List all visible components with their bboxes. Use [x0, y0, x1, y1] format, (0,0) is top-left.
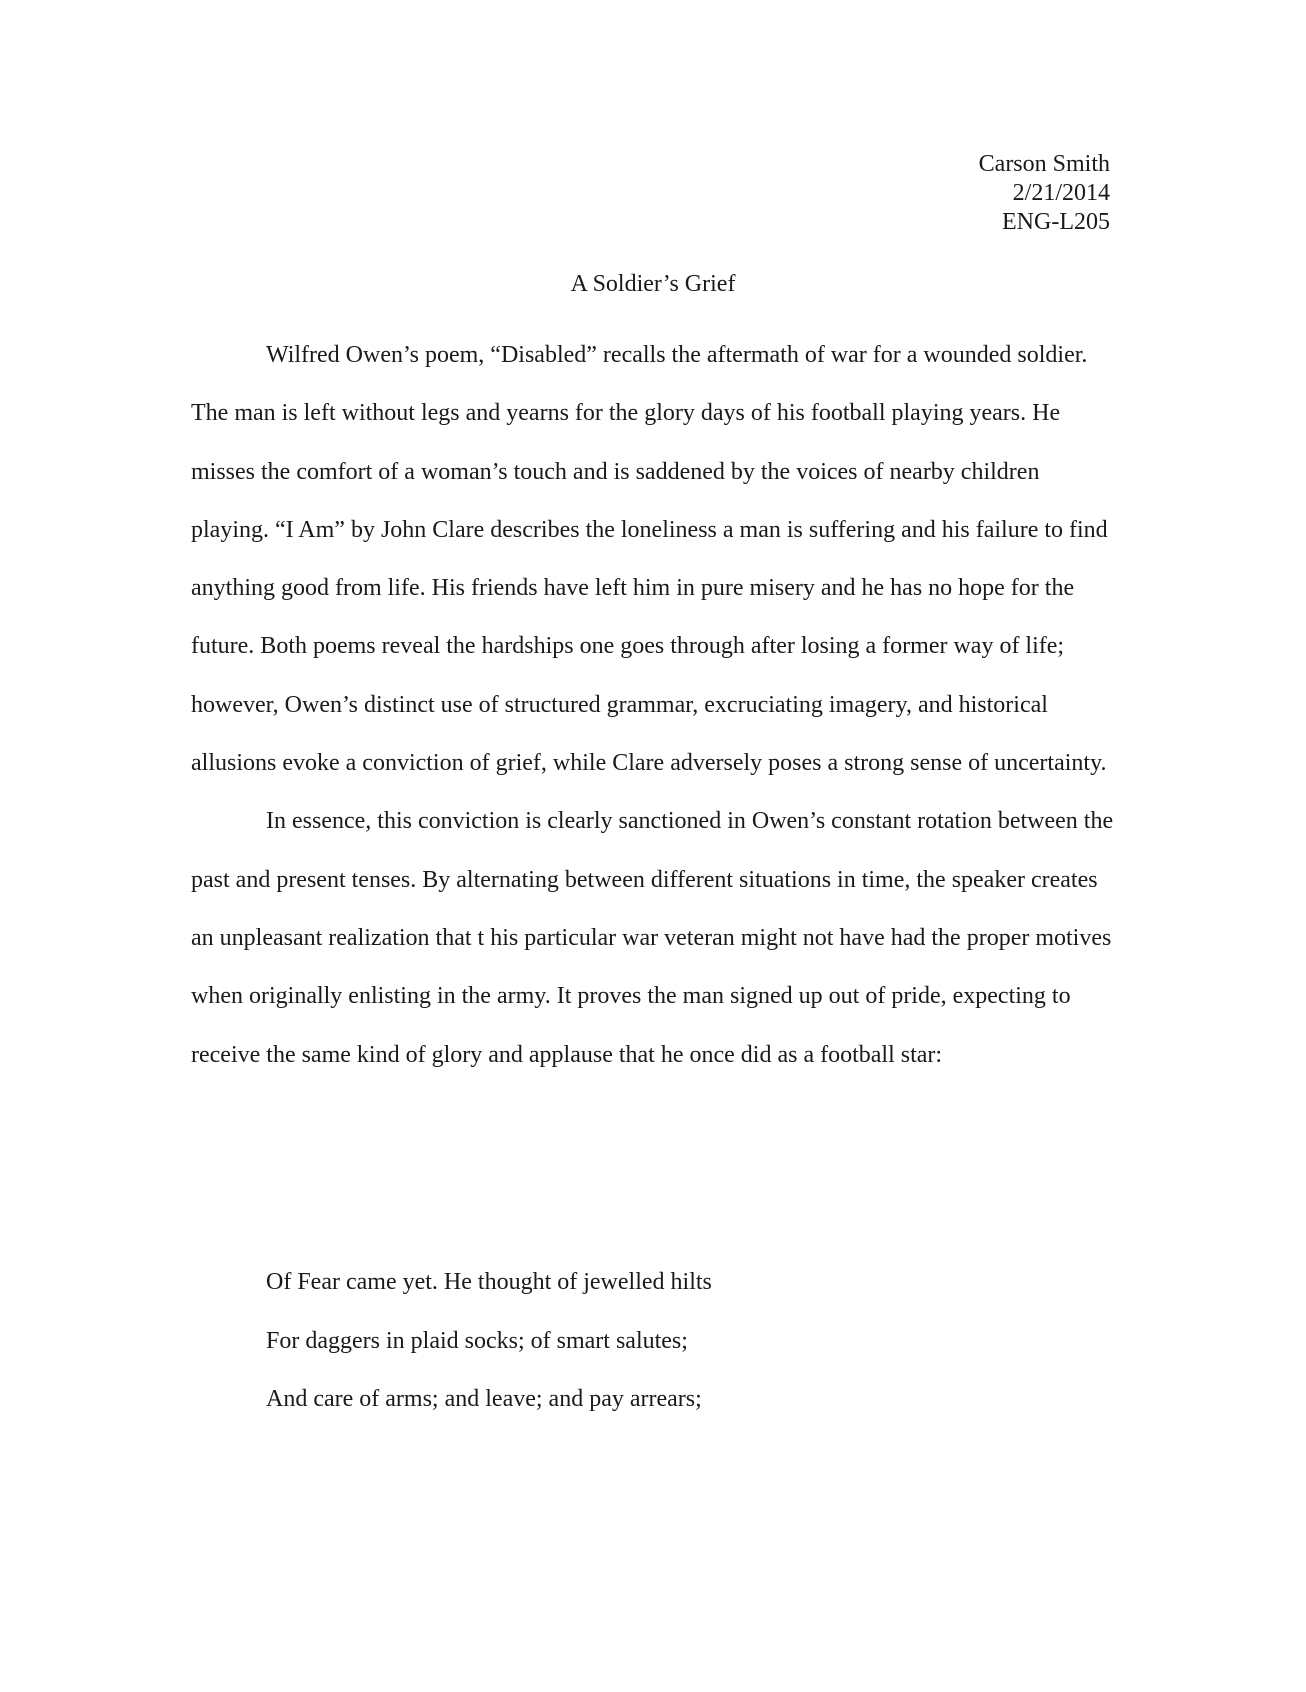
quote-line: Of Fear came yet. He thought of jewelled hilts	[266, 1269, 712, 1295]
paragraph: In essence, this conviction is clearly sanctioned in Owen’s constant rotation between the past and present tenses. By alternating between different situations in time, the speaker creates an unpleasant realization that t his particular war veteran might not have had the proper motives when originally enlisting in the army. It proves the man signed up out of pride, expecting to receive the same kind of glory and applause that he once did as a football star:	[191, 808, 1114, 1068]
course-code: ENG-L205	[1002, 209, 1110, 235]
paragraph: Wilfred Owen’s poem, “Disabled” recalls the aftermath of war for a wounded soldier. The man is left without legs and yearns for the glory days of his football playing years. He misses the comfort of a woman’s touch and is saddened by the voices of nearby children playing. “I Am” by John Clare describes the loneliness a man is suffering and his failure to find anything good from life. His friends have left him in pure misery and he has no hope for the future. Both poems reveal the hardships one goes through after losing a former way of life; however, Owen’s distinct use of structured grammar, excruciating imagery, and historical allusions evoke a conviction of grief, while Clare adversely poses a strong sense of uncertainty.	[191, 342, 1108, 777]
essay-body	[191, 326, 1121, 1084]
date: 2/21/2014	[1012, 180, 1110, 206]
essay-title: A Soldier’s Grief	[570, 271, 736, 297]
quote-line: For daggers in plaid socks; of smart salutes;	[266, 1327, 688, 1354]
block-quote	[266, 1253, 712, 1429]
quote-line: And care of arms; and leave; and pay arrears;	[266, 1386, 702, 1412]
header-block	[979, 150, 1110, 237]
author-name: Carson Smith	[978, 151, 1110, 177]
